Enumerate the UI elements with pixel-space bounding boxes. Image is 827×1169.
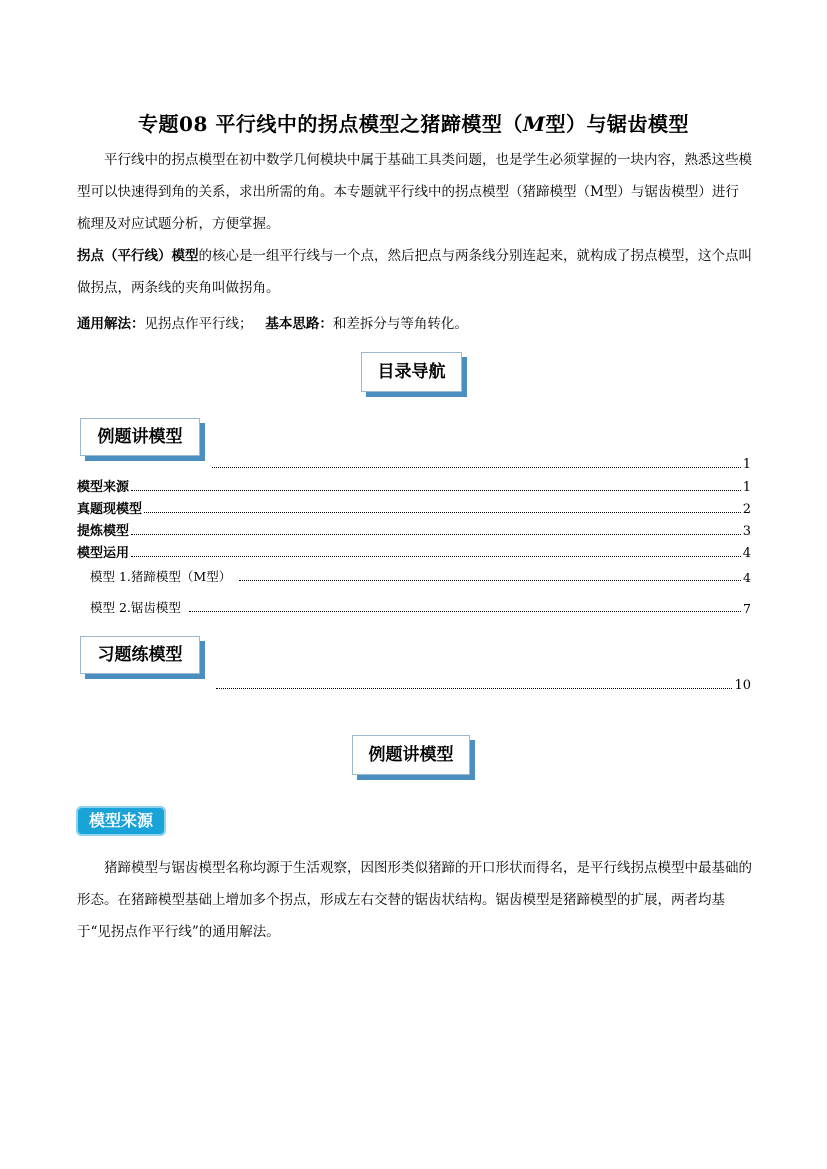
toc-leader [131,556,741,557]
title-suffix: 型）与锯齿模型 [545,112,689,136]
toc-page: 1 [742,457,751,472]
method-paragraph [77,308,752,340]
definition-text: 的核心是一组平行线与一个点，然后把点与两条线分别连起来，就构成了拐点模型，这个点叫做拐点，两条线的夹角叫做拐角。 [77,248,752,296]
method-text: 见拐点作平行线； [144,316,253,332]
toc-leader [131,534,741,535]
title-italic-m: M [522,112,546,136]
toc-row[interactable] [77,541,751,561]
toc-leader [131,490,741,491]
toc-page: 7 [743,601,751,616]
toc-subrow[interactable] [90,596,751,616]
toc-leader [189,611,741,612]
toc-row[interactable] [77,497,751,517]
toc-page: 10 [734,678,751,693]
toc-row[interactable] [77,519,751,539]
section-heading-box: 例题讲模型 [352,735,470,775]
toc-page: 2 [742,502,751,517]
toc-row[interactable] [77,475,751,495]
toc-page: 1 [742,480,751,495]
toc-label: 模型 2.锯齿模型 [90,600,181,615]
approach-label: 基本思路： [265,316,333,332]
body-paragraph: 猪蹄模型与锯齿模型名称均源于生活观察，因图形类似猪蹄的开口形状而得名，是平行线拐点模型中最基础的形态。在猪蹄模型基础上增加多个拐点，形成左右交替的锯齿状结构。锯齿模型是猪蹄模型的扩展，两者均基于“见拐点作平行线”的通用解法。 [77,860,752,940]
toc-leader [212,467,741,468]
toc-label: 模型 1.猪蹄模型（M型） [90,569,232,584]
page-title [0,108,827,137]
toc-section-examples[interactable]: 例题讲模型 [80,418,200,456]
definition-paragraph [77,240,752,304]
title-prefix: 专题08 平行线中的拐点模型之猪蹄模型（ [138,112,523,136]
model-source-tag: 模型来源 [76,806,166,836]
toc-page: 4 [743,570,751,585]
toc-label: 模型来源 [77,480,130,495]
toc-leader [216,688,732,689]
toc-row-examples[interactable] [210,452,751,472]
toc-section-exercises[interactable]: 习题练模型 [80,636,200,674]
toc-leader [144,512,741,513]
toc-subrow[interactable] [90,565,751,585]
definition-term: 拐点（平行线）模型 [77,248,199,264]
approach-text: 和差拆分与等角转化。 [332,316,468,332]
toc-label: 提炼模型 [77,524,130,539]
toc-page: 3 [742,524,751,539]
toc-label: 模型运用 [77,546,130,561]
toc-leader [239,580,741,581]
intro-paragraph: 平行线中的拐点模型在初中数学几何模块中属于基础工具类问题，也是学生必须掌握的一块内容，熟悉这些模型可以快速得到角的关系，求出所需的角。本专题就平行线中的拐点模型（猪蹄模型（M型）与锯齿模型）进行梳理及对应试题分析，方便掌握。 [77,152,752,232]
nav-title-box: 目录导航 [361,352,462,392]
toc-page: 4 [742,546,751,561]
toc-row-exercises[interactable] [214,673,751,693]
toc-label: 真题现模型 [77,502,143,517]
method-label: 通用解法： [77,316,145,332]
